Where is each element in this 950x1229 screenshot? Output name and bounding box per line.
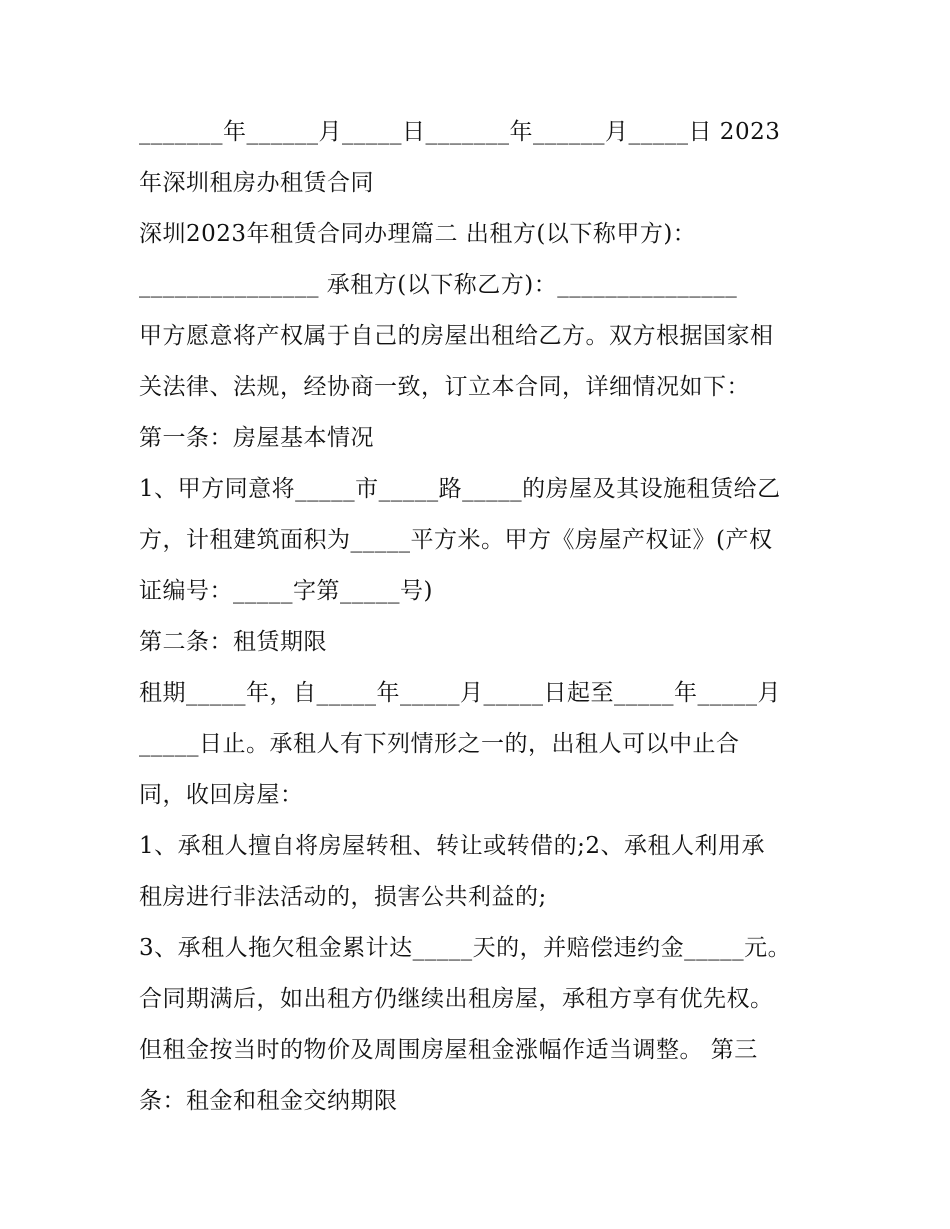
- text-line: 深圳2023年租赁合同办理篇二 出租方(以下称甲方)：: [139, 221, 697, 247]
- text-line: 租房进行非法活动的，损害公共利益的;: [139, 884, 547, 910]
- text-line: _______________ 承租方(以下称乙方)：_______________: [139, 272, 738, 298]
- text-line: _______年______月_____日_______年______月_____日 2023: [139, 119, 781, 145]
- text-line: 关法律、法规，经协商一致，订立本合同，详细情况如下：: [139, 374, 750, 400]
- section-heading: 第一条：房屋基本情况: [139, 425, 374, 451]
- text-line: 证编号：_____字第_____号): [139, 578, 433, 604]
- text-line: 年深圳租房办租赁合同: [139, 170, 374, 196]
- text-line: 合同期满后，如出租方仍继续出租房屋，承租方享有优先权。: [139, 986, 774, 1012]
- text-line: 1、甲方同意将_____市_____路_____的房屋及其设施租赁给乙: [139, 476, 781, 502]
- text-line: 条：租金和租金交纳期限: [139, 1088, 398, 1114]
- text-line: 租期_____年，自_____年_____月_____日起至_____年_____月: [139, 680, 781, 706]
- section-heading: 第二条：租赁期限: [139, 629, 327, 655]
- text-line: 3、承租人拖欠租金累计达_____天的，并赔偿违约金_____元。: [139, 935, 792, 961]
- text-line: 方，计租建筑面积为_____平方米。甲方《房屋产权证》(产权: [139, 527, 773, 553]
- text-line: 1、承租人擅自将房屋转租、转让或转借的;2、承租人利用承: [139, 833, 766, 859]
- text-line: _____日止。承租人有下列情形之一的，出租人可以中止合: [139, 731, 740, 757]
- document-body: [139, 107, 829, 1127]
- text-line: 甲方愿意将产权属于自己的房屋出租给乙方。双方根据国家相: [139, 323, 774, 349]
- text-line: 同，收回房屋：: [139, 782, 304, 808]
- text-line: 但租金按当时的物价及周围房屋租金涨幅作适当调整。 第三: [139, 1037, 758, 1063]
